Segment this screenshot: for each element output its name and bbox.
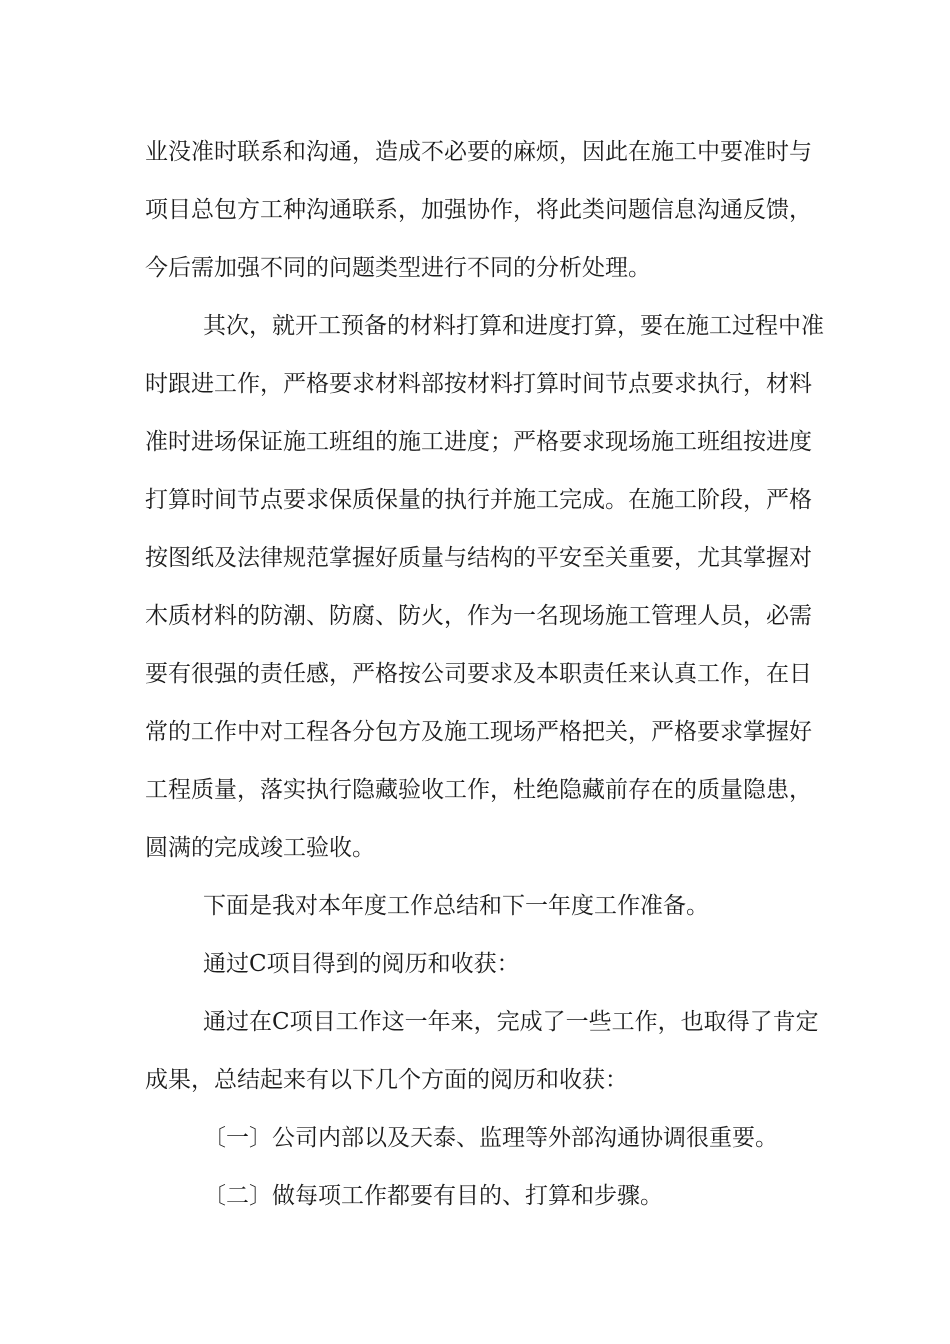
paragraph-line: 项目总包方工种沟通联系，加强协作，将此类问题信息沟通反馈， [145, 197, 812, 223]
list-item: 〔一〕公司内部以及天泰、监理等外部沟通协调很重要。 [203, 1125, 778, 1151]
paragraph-line: 按图纸及法律规范掌握好质量与结构的平安至关重要，尤其掌握对 [145, 545, 812, 571]
section-heading: 通过C项目得到的阅历和收获： [203, 951, 520, 977]
list-item: 〔二〕做每项工作都要有目的、打算和步骤。 [203, 1183, 663, 1209]
paragraph-line: 通过在C项目工作这一年来，完成了一些工作，也取得了肯定 [203, 1009, 819, 1035]
paragraph-line: 工程质量，落实执行隐藏验收工作，杜绝隐藏前存在的质量隐患， [145, 777, 812, 803]
paragraph-line: 今后需加强不同的问题类型进行不同的分析处理。 [145, 255, 651, 281]
paragraph-line: 木质材料的防潮、防腐、防火，作为一名现场施工管理人员，必需 [145, 603, 812, 629]
paragraph-line: 其次，就开工预备的材料打算和进度打算，要在施工过程中准 [203, 313, 824, 339]
paragraph-line: 业没准时联系和沟通，造成不必要的麻烦，因此在施工中要准时与 [145, 139, 812, 165]
paragraph-line: 常的工作中对工程各分包方及施工现场严格把关，严格要求掌握好 [145, 719, 812, 745]
paragraph-line: 时跟进工作，严格要求材料部按材料打算时间节点要求执行，材料 [145, 371, 812, 397]
paragraph-line: 成果，总结起来有以下几个方面的阅历和收获： [145, 1067, 628, 1093]
paragraph-line: 要有很强的责任感，严格按公司要求及本职责任来认真工作，在日 [145, 661, 812, 687]
paragraph-line: 打算时间节点要求保质保量的执行并施工完成。在施工阶段，严格 [145, 487, 812, 513]
paragraph-line: 圆满的完成竣工验收。 [145, 835, 375, 861]
paragraph-line: 准时进场保证施工班组的施工进度；严格要求现场施工班组按进度 [145, 429, 812, 455]
paragraph-line: 下面是我对本年度工作总结和下一年度工作准备。 [203, 893, 709, 919]
